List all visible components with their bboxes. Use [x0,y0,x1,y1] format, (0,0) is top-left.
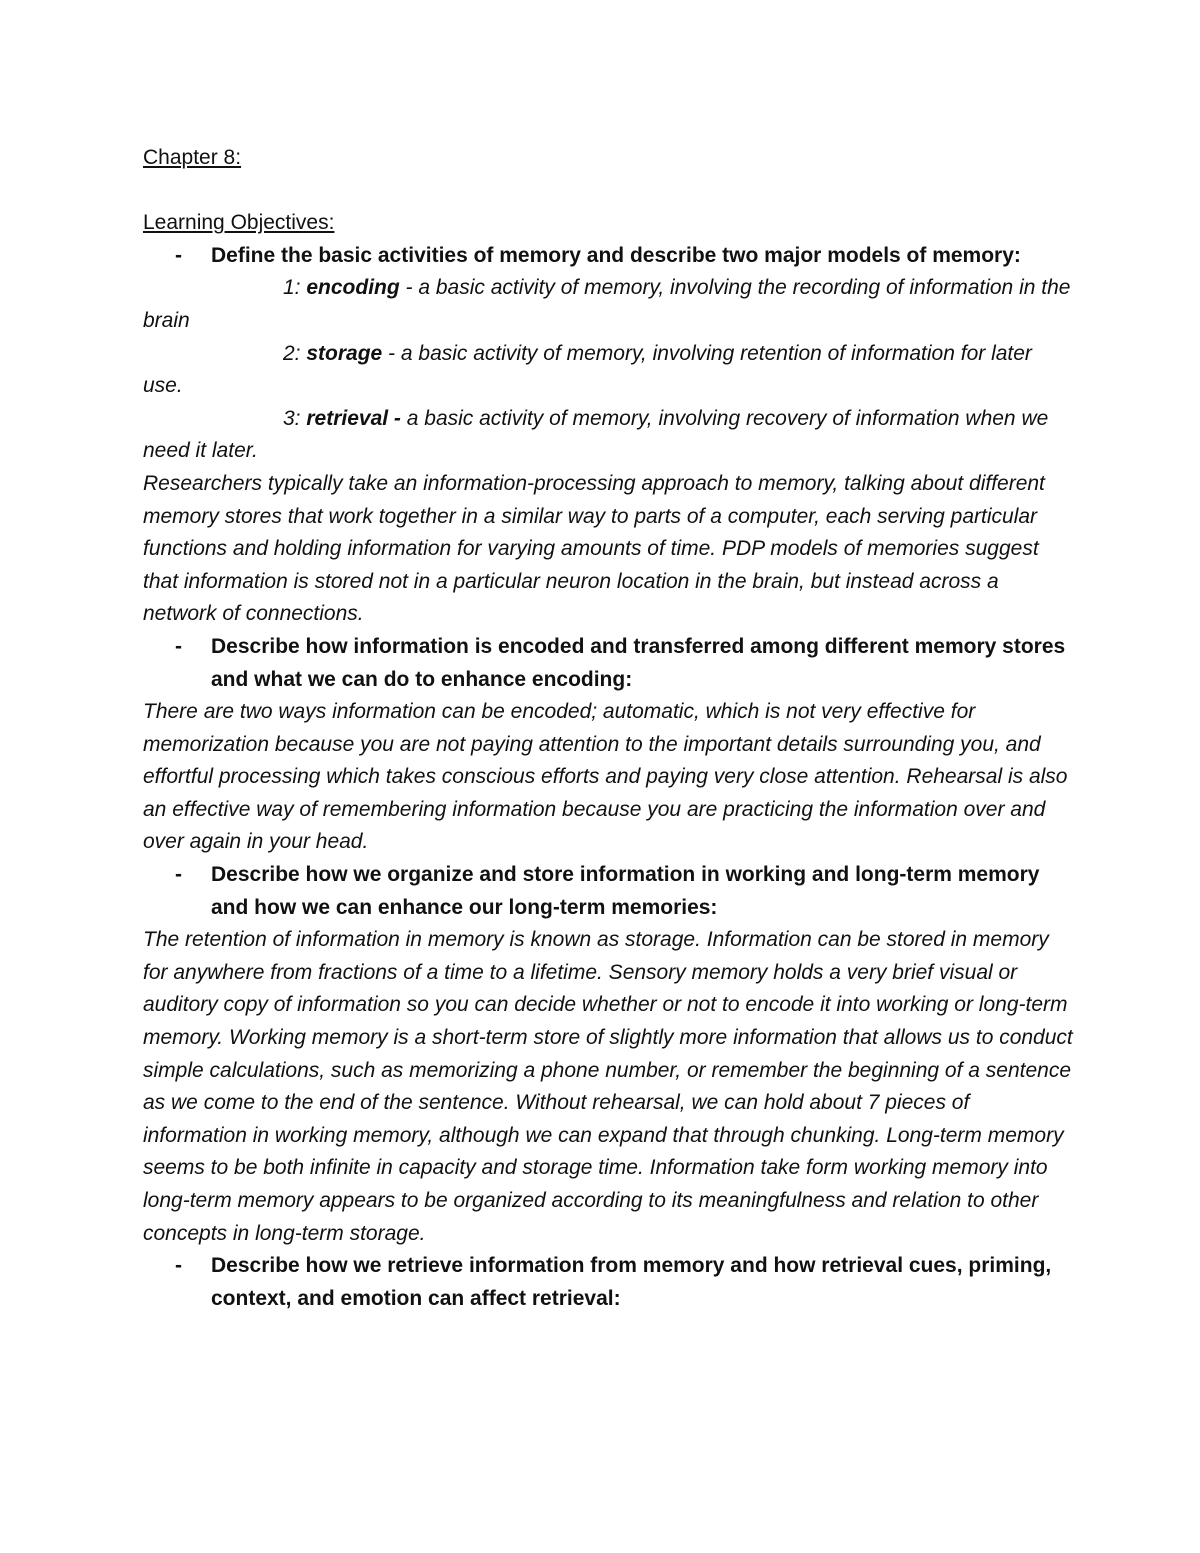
answer-paragraph-2: There are two ways information can be encoded; automatic, which is not very effective for memorization because you are not paying attention to the important details surrounding you, and effortful processing which takes conscious efforts and paying very close attention. Rehearsal is also an effective way of remembering information because you are practicing the information over and over again in your head. [143,700,1068,854]
objective-text: Describe how we retrieve information from memory and how retrieval cues, priming, context, and emotion can affect retrieval: [211,1254,1052,1310]
definition-retrieval [143,403,1073,468]
answer-paragraph-1: Researchers typically take an information-processing approach to memory, talking about different memory stores that work together in a similar way to parts of a computer, each serving particular functions and holding information for varying amounts of time. PDP models of memories suggest that information is stored not in a particular neuron location in the brain, but instead across a network of connections. [143,471,1045,626]
definition-term: storage [306,341,383,365]
objective-item-4 [143,1250,1073,1315]
objective-item-3 [143,859,1073,924]
definition-storage [143,338,1073,403]
objective-item-2 [143,631,1073,696]
objective-text: Describe how we organize and store information in working and long-term memory and how we can enhance our long-term memories: [211,863,1040,919]
document-body [143,142,1073,1315]
definition-number: 3: [283,406,301,430]
bullet-dash: - [175,1254,182,1278]
objective-text: Define the basic activities of memory and describe two major models of memory: [211,243,1021,267]
chapter-title: Chapter 8: [143,146,242,169]
bullet-dash: - [175,634,182,658]
objectives-heading: Learning Objectives: [143,211,335,235]
objective-item-1 [143,240,1073,273]
definition-text: a basic activity of memory, involving recovery of information when we need it later. [143,406,1049,463]
bullet-dash: - [175,243,182,267]
definition-number: 2: [283,341,301,365]
bullet-dash: - [175,863,182,887]
blank-line [143,175,1073,208]
definition-term: encoding [306,276,400,300]
definition-text: - a basic activity of memory, involving retention of information for later use. [143,341,1032,398]
answer-paragraph-3: The retention of information in memory is known as storage. Information can be stored in memory for anywhere from fractions of a time to a lifetime. Sensory memory holds a very brief visual or auditory copy of information so you can decide whether or not to encode it into working or long-term memory. Working memory is a short-term store of slightly more information that allows us to conduct simple calculations, such as memorizing a phone number, or remember the beginning of a sentence as we come to the end of the sentence. Without rehearsal, we can hold about 7 pieces of information in working memory, although we can expand that through chunking. Long-term memory seems to be both infinite in capacity and storage time. Information take form working memory into long-term memory appears to be organized according to its meaningfulness and relation to other concepts in long-term storage. [143,928,1073,1245]
definition-term: retrieval - [306,406,401,430]
objective-text: Describe how information is encoded and transferred among different memory stores and what we can do to enhance encoding: [211,634,1066,691]
definition-number: 1: [283,276,301,300]
definition-text: - a basic activity of memory, involving the recording of information in the brain [143,276,1071,332]
definition-encoding [143,272,1073,337]
